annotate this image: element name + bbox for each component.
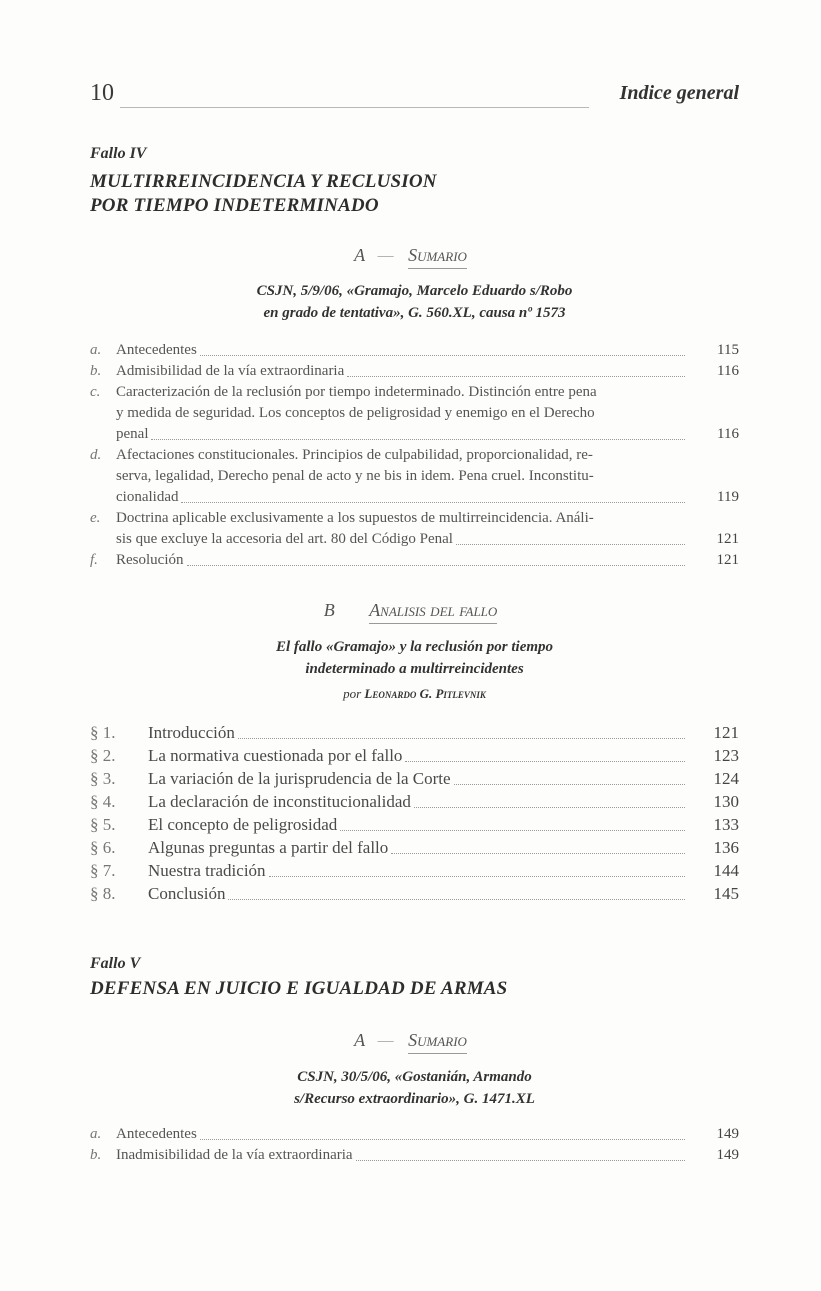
list-item[interactable]: [90, 382, 739, 445]
list-item[interactable]: [90, 836, 739, 859]
item-page: 149: [716, 1126, 739, 1142]
list-item[interactable]: [90, 508, 739, 550]
fallo-iv-label: Fallo IV: [90, 145, 147, 162]
fallo-v-title: DEFENSA EN JUICIO E IGUALDAD DE ARMAS: [90, 978, 508, 999]
item-text-line1: Doctrina aplicable exclusivamente a los supuestos de multirreincidencia. Análi-: [116, 510, 594, 526]
header-rule: [120, 107, 589, 108]
list-item[interactable]: [90, 340, 739, 361]
section-letter: A: [354, 245, 366, 265]
fallo-v-sumario-heading: [0, 1030, 821, 1054]
dot-leader: [454, 784, 685, 785]
item-mark: § 4.: [90, 792, 116, 811]
item-page: 133: [713, 815, 739, 834]
item-mark: § 1.: [90, 723, 116, 742]
dot-leader: [200, 355, 685, 356]
item-mark: c.: [90, 384, 101, 400]
item-mark: § 8.: [90, 884, 116, 903]
item-text: Inadmisibilidad de la vía extraordinaria: [116, 1147, 353, 1163]
dot-leader: [151, 439, 685, 440]
analisis-title-line1: El fallo «Gramajo» y la reclusión por tiempo: [275, 639, 554, 655]
item-text: La normativa cuestionada por el fallo: [148, 746, 403, 765]
item-mark: § 3.: [90, 769, 116, 788]
item-text: Antecedentes: [116, 1126, 197, 1142]
item-mark: § 6.: [90, 838, 116, 857]
item-page: 121: [716, 531, 739, 547]
list-item[interactable]: [90, 882, 739, 905]
item-page: 119: [717, 489, 739, 505]
list-item[interactable]: [90, 1124, 739, 1145]
list-item[interactable]: [90, 721, 739, 744]
section-letter: B: [323, 600, 335, 620]
dot-leader: [181, 502, 685, 503]
section-dash: —: [377, 245, 394, 265]
case-line2: en grado de tentativa», G. 560.XL, causa nº 1573: [263, 305, 566, 321]
list-item[interactable]: [90, 767, 739, 790]
item-page: 116: [717, 426, 739, 442]
item-page: 116: [717, 363, 739, 379]
byline-por: por: [343, 686, 362, 701]
item-text: sis que excluye la accesoria del art. 80 del Código Penal: [116, 531, 453, 547]
analisis-title: [90, 636, 739, 680]
page-number: 10: [90, 80, 114, 106]
analisis-section-list: [90, 721, 739, 905]
item-text: cionalidad: [116, 489, 179, 505]
dot-leader: [347, 376, 685, 377]
section-word: Analisis del fallo: [369, 600, 497, 624]
item-mark: § 5.: [90, 815, 116, 834]
dot-leader: [456, 544, 685, 545]
item-mark: § 7.: [90, 861, 116, 880]
section-letter: A: [354, 1030, 366, 1050]
item-text: Resolución: [116, 552, 184, 568]
list-item[interactable]: [90, 445, 739, 508]
item-text: La variación de la jurisprudencia de la Corte: [148, 769, 451, 788]
item-page: 121: [716, 552, 739, 568]
dot-leader: [228, 899, 685, 900]
item-text: El concepto de peligrosidad: [148, 815, 338, 834]
running-header: [90, 80, 739, 110]
item-page: 124: [713, 769, 739, 788]
item-text: penal: [116, 426, 149, 442]
list-item[interactable]: [90, 1145, 739, 1166]
item-mark: b.: [90, 363, 102, 379]
list-item[interactable]: [90, 744, 739, 767]
list-item[interactable]: [90, 790, 739, 813]
item-text-line1: Caracterización de la reclusión por tiempo indeterminado. Distinción entre pena: [116, 384, 597, 400]
item-text-line2: y medida de seguridad. Los conceptos de peligrosidad y enemigo en el Derecho: [116, 405, 595, 421]
dot-leader: [269, 876, 685, 877]
item-text: Introducción: [148, 723, 235, 742]
item-page: 136: [713, 838, 739, 857]
item-mark: § 2.: [90, 746, 116, 765]
item-text-line2: serva, legalidad, Derecho penal de acto y ne bis in idem. Pena cruel. Inconstitu-: [116, 468, 594, 484]
case-line1: CSJN, 30/5/06, «Gostanián, Armando: [297, 1069, 532, 1085]
item-page: 121: [713, 723, 739, 742]
item-mark: b.: [90, 1147, 102, 1163]
item-page: 144: [713, 861, 739, 880]
analisis-title-line2: indeterminado a multirreincidentes: [305, 661, 524, 677]
fallo-iv-title-line2: POR TIEMPO INDETERMINADO: [90, 195, 379, 216]
item-text: La declaración de inconstitucionalidad: [148, 792, 411, 811]
dot-leader: [405, 761, 685, 762]
dot-leader: [414, 807, 685, 808]
item-text: Algunas preguntas a partir del fallo: [148, 838, 389, 857]
fallo-iv-title-line1: MULTIRREINCIDENCIA Y RECLUSION: [90, 171, 437, 192]
item-mark: a.: [90, 342, 102, 358]
fallo-v-case-citation: [90, 1066, 739, 1110]
fallo-iv-sumario-list: [90, 340, 739, 571]
dot-leader: [340, 830, 685, 831]
dot-leader: [187, 565, 686, 566]
item-page: 149: [716, 1147, 739, 1163]
dot-leader: [356, 1160, 685, 1161]
fallo-iv-title: [90, 170, 437, 218]
item-text: Antecedentes: [116, 342, 197, 358]
item-text: Nuestra tradición: [148, 861, 266, 880]
fallo-v-sumario-list: [90, 1124, 739, 1166]
list-item[interactable]: [90, 361, 739, 382]
fallo-iv-case-citation: [90, 280, 739, 324]
list-item[interactable]: [90, 813, 739, 836]
item-page: 130: [713, 792, 739, 811]
item-text: Admisibilidad de la vía extraordinaria: [116, 363, 345, 379]
analisis-byline: [90, 686, 739, 702]
item-mark: d.: [90, 447, 102, 463]
section-word: Sumario: [408, 245, 467, 269]
fallo-iv-analisis-heading: [0, 600, 821, 624]
item-mark: f.: [90, 552, 98, 568]
dot-leader: [391, 853, 685, 854]
item-mark: a.: [90, 1126, 102, 1142]
item-page: 115: [717, 342, 739, 358]
case-line2: s/Recurso extraordinario», G. 1471.XL: [294, 1091, 535, 1107]
running-title: Indice general: [619, 82, 739, 104]
item-page: 123: [713, 746, 739, 765]
item-mark: e.: [90, 510, 101, 526]
dot-leader: [200, 1139, 685, 1140]
dot-leader: [238, 738, 685, 739]
item-text: Conclusión: [148, 884, 226, 903]
item-text-line1: Afectaciones constitucionales. Principios de culpabilidad, proporcionalidad, re-: [116, 447, 593, 463]
list-item[interactable]: [90, 859, 739, 882]
list-item[interactable]: [90, 550, 739, 571]
case-line1: CSJN, 5/9/06, «Gramajo, Marcelo Eduardo s/Robo: [256, 283, 573, 299]
section-dash: —: [377, 1030, 394, 1050]
fallo-iv-sumario-heading: [0, 245, 821, 269]
fallo-v-label: Fallo V: [90, 955, 141, 972]
item-page: 145: [713, 884, 739, 903]
section-word: Sumario: [408, 1030, 467, 1054]
author-name: Leonardo G. Pitlevnik: [364, 686, 486, 701]
